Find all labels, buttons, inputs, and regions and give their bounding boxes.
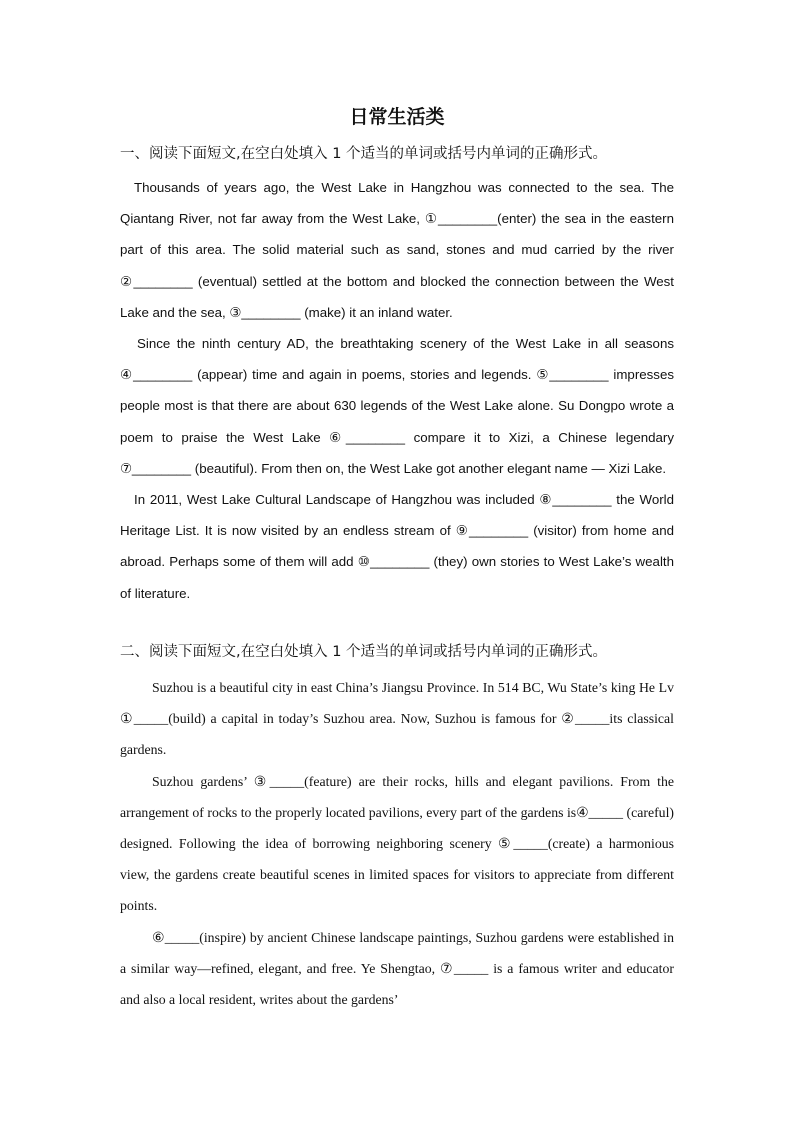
passage-paragraph: In 2011, West Lake Cultural Landscape of Hangzhou was included ⑧________ the World Heritage List. It is now visited by an endless stream of ⑨________ (visitor) from home and abroad. Perhaps some of them will add ⑩________ (they) own stories to West Lake’s wealth of literature.	[120, 492, 674, 601]
passage-paragraph: ⑥_____(inspire) by ancient Chinese landscape paintings, Suzhou gardens were established in a similar way—refined, elegant, and free. Ye Shengtao, ⑦_____ is a famous writer and educator and also a local resident, writes about the gardens’	[120, 929, 674, 1008]
section-1-heading: 一、阅读下面短文,在空白处填入 1 个适当的单词或括号内单词的正确形式。	[120, 146, 608, 162]
passage-paragraph: Suzhou is a beautiful city in east China’s Jiangsu Province. In 514 BC, Wu State’s king He Lv ①_____(build) a capital in today’s Suzhou area. Now, Suzhou is famous for ②_____its classical gardens.	[120, 680, 674, 758]
page-title: 日常生活类	[349, 106, 445, 128]
section-2-heading: 二、阅读下面短文,在空白处填入 1 个适当的单词或括号内单词的正确形式。	[120, 644, 608, 660]
section-2-passage	[120, 672, 674, 1015]
passage-paragraph: Thousands of years ago, the West Lake in Hangzhou was connected to the sea. The Qiantang River, not far away from the West Lake, ①________(enter) the sea in the eastern part of this area. The solid material such as sand, stones and mud carried by the river ②________ (eventual) settled at the bottom and blocked the connection between the West Lake and the sea, ③________ (make) it an inland water.	[120, 180, 674, 320]
passage-paragraph: Since the ninth century AD, the breathtaking scenery of the West Lake in all seasons ④________ (appear) time and again in poems, stories and legends. ⑤________ impresses people most is that there are about 630 legends of the West Lake alone. Su Dongpo wrote a poem to praise the West Lake ⑥________ compare it to Xizi, a Chinese legendary ⑦________ (beautiful). From then on, the West Lake got another elegant name — Xizi Lake.	[120, 336, 674, 476]
passage-paragraph: Suzhou gardens’ ③_____(feature) are their rocks, hills and elegant pavilions. From the arrangement of rocks to the properly located pavilions, every part of the gardens is④_____ (careful) designed. Following the idea of borrowing neighboring scenery ⑤_____(create) a harmonious view, the gardens create beautiful scenes in limited spaces for visitors to appreciate from different points.	[120, 773, 674, 914]
section-1-passage	[120, 172, 674, 609]
